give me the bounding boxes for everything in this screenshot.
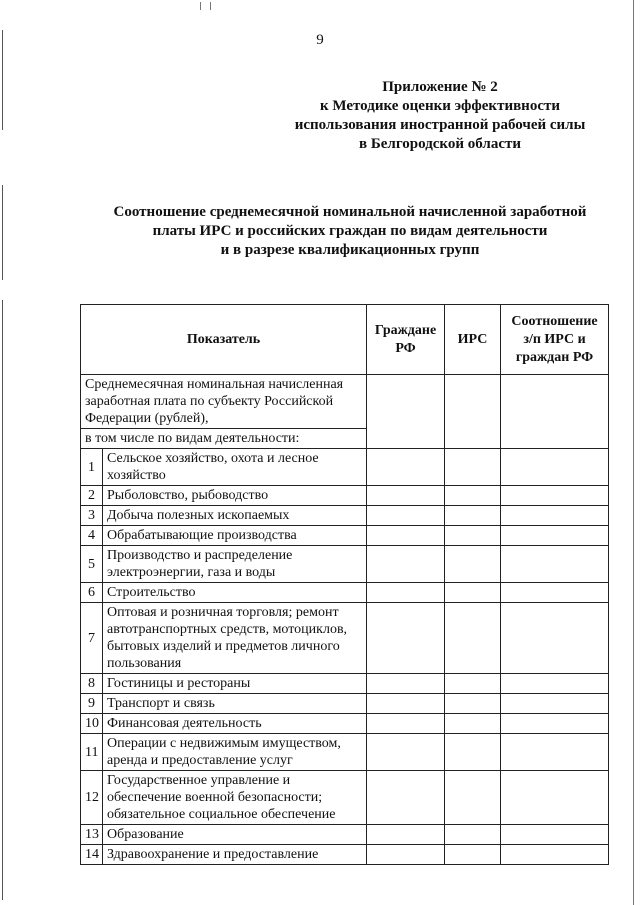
- cell-irs: [445, 734, 501, 771]
- table-row: [81, 845, 609, 865]
- cell-citizens: [367, 674, 445, 694]
- cell-irs: [445, 825, 501, 845]
- cell-citizens: [367, 825, 445, 845]
- scan-edge-mark: [2, 185, 3, 280]
- cell-ratio: [501, 526, 609, 546]
- row-label: Производство и распределение электроэнергии, газа и воды: [103, 546, 367, 583]
- row-number: 3: [81, 506, 103, 526]
- row-label: Гостиницы и рестораны: [103, 674, 367, 694]
- cell-irs: [445, 694, 501, 714]
- cell-citizens: [367, 734, 445, 771]
- cell-ratio: [501, 771, 609, 825]
- row-label: Государственное управление и обеспечение военной безопасности; обязательное социальное обеспечение: [103, 771, 367, 825]
- cell-ratio: [501, 603, 609, 674]
- cell-ratio: [501, 546, 609, 583]
- cell-irs: [445, 845, 501, 865]
- cell-irs: [445, 603, 501, 674]
- header-ratio: Соотношение з/п ИРС и граждан РФ: [501, 305, 609, 375]
- row-number: 5: [81, 546, 103, 583]
- header-indicator: Показатель: [81, 305, 367, 375]
- cell-ratio: [501, 845, 609, 865]
- row-label: Финансовая деятельность: [103, 714, 367, 734]
- cell-citizens: [367, 714, 445, 734]
- row-label: Строительство: [103, 583, 367, 603]
- table-row: [81, 583, 609, 603]
- cell-citizens: [367, 546, 445, 583]
- cell-ratio: [501, 714, 609, 734]
- scan-edge-mark: [2, 300, 3, 900]
- row-number: 1: [81, 449, 103, 486]
- row-label: Операции с недвижимым имуществом, аренда и предоставление услуг: [103, 734, 367, 771]
- document-title: [40, 203, 640, 260]
- cell-ratio: [501, 734, 609, 771]
- row-label: Сельское хозяйство, охота и лесное хозяйство: [103, 449, 367, 486]
- cell-citizens: [367, 486, 445, 506]
- row-number: 8: [81, 674, 103, 694]
- appendix-line-4: в Белгородской области: [359, 136, 521, 152]
- title-line-3: и в разрезе квалификационных групп: [220, 242, 480, 258]
- row-label: Оптовая и розничная торговля; ремонт автотранспортных средств, мотоциклов, бытовых изделий и предметов личного пользования: [103, 603, 367, 674]
- cell-irs: [445, 449, 501, 486]
- cell-ratio: [501, 486, 609, 506]
- cell-ratio: [501, 506, 609, 526]
- cell-ratio: [501, 825, 609, 845]
- cell-irs: [445, 714, 501, 734]
- cell-citizens: [367, 771, 445, 825]
- title-line-1: Соотношение среднемесячной номинальной начисленной заработной: [113, 204, 587, 220]
- cell-citizens: [367, 583, 445, 603]
- summary-row: [81, 375, 609, 429]
- cell-irs: [445, 486, 501, 506]
- row-label: Рыболовство, рыбоводство: [103, 486, 367, 506]
- row-number: 11: [81, 734, 103, 771]
- header-irs: ИРС: [445, 305, 501, 375]
- cell-citizens: [367, 506, 445, 526]
- table-header-row: [81, 305, 609, 375]
- row-label: Транспорт и связь: [103, 694, 367, 714]
- cell-irs: [445, 526, 501, 546]
- table-row: [81, 771, 609, 825]
- wage-ratio-table: [80, 304, 609, 865]
- cell-citizens: [367, 845, 445, 865]
- cell-irs: [445, 674, 501, 694]
- table-row: [81, 825, 609, 845]
- cell-irs: [445, 506, 501, 526]
- header-citizens: Граждане РФ: [367, 305, 445, 375]
- cell-irs: [445, 583, 501, 603]
- scan-tick: [210, 2, 211, 10]
- row-label: Образование: [103, 825, 367, 845]
- row-label: Обрабатывающие производства: [103, 526, 367, 546]
- row-number: 7: [81, 603, 103, 674]
- row-number: 9: [81, 694, 103, 714]
- subheader-label: в том числе по видам деятельности:: [81, 429, 367, 449]
- row-number: 13: [81, 825, 103, 845]
- cell-ratio: [501, 674, 609, 694]
- table-row: [81, 694, 609, 714]
- cell-ratio: [501, 449, 609, 486]
- table-row: [81, 714, 609, 734]
- row-number: 14: [81, 845, 103, 865]
- appendix-line-3: использования иностранной рабочей силы: [294, 117, 586, 133]
- cell-ratio: [501, 694, 609, 714]
- cell-citizens: [367, 603, 445, 674]
- cell-citizens: [367, 526, 445, 546]
- summary-label: Среднемесячная номинальная начисленная заработная плата по субъекту Российской Федерации (рублей),: [81, 375, 367, 429]
- appendix-line-1: Приложение № 2: [382, 79, 498, 95]
- row-number: 12: [81, 771, 103, 825]
- row-number: 4: [81, 526, 103, 546]
- row-label: Добыча полезных ископаемых: [103, 506, 367, 526]
- cell-citizens: [367, 375, 445, 449]
- table-row: [81, 734, 609, 771]
- scan-tick: [200, 2, 201, 10]
- row-number: 2: [81, 486, 103, 506]
- cell-irs: [445, 546, 501, 583]
- scan-edge-line: [633, 0, 634, 905]
- table-row: [81, 449, 609, 486]
- page-number: 9: [316, 32, 324, 48]
- table-row: [81, 674, 609, 694]
- cell-ratio: [501, 583, 609, 603]
- cell-irs: [445, 771, 501, 825]
- row-label: Здравоохранение и предоставление: [103, 845, 367, 865]
- cell-ratio: [501, 375, 609, 449]
- appendix-line-2: к Методике оценки эффективности: [319, 98, 560, 114]
- title-line-2: платы ИРС и российских граждан по видам деятельности: [152, 223, 548, 239]
- table-row: [81, 526, 609, 546]
- table-row: [81, 506, 609, 526]
- row-number: 6: [81, 583, 103, 603]
- cell-citizens: [367, 694, 445, 714]
- row-number: 10: [81, 714, 103, 734]
- table-row: [81, 546, 609, 583]
- appendix-heading: [280, 78, 600, 154]
- table-row: [81, 603, 609, 674]
- cell-citizens: [367, 449, 445, 486]
- cell-irs: [445, 375, 501, 449]
- table-row: [81, 486, 609, 506]
